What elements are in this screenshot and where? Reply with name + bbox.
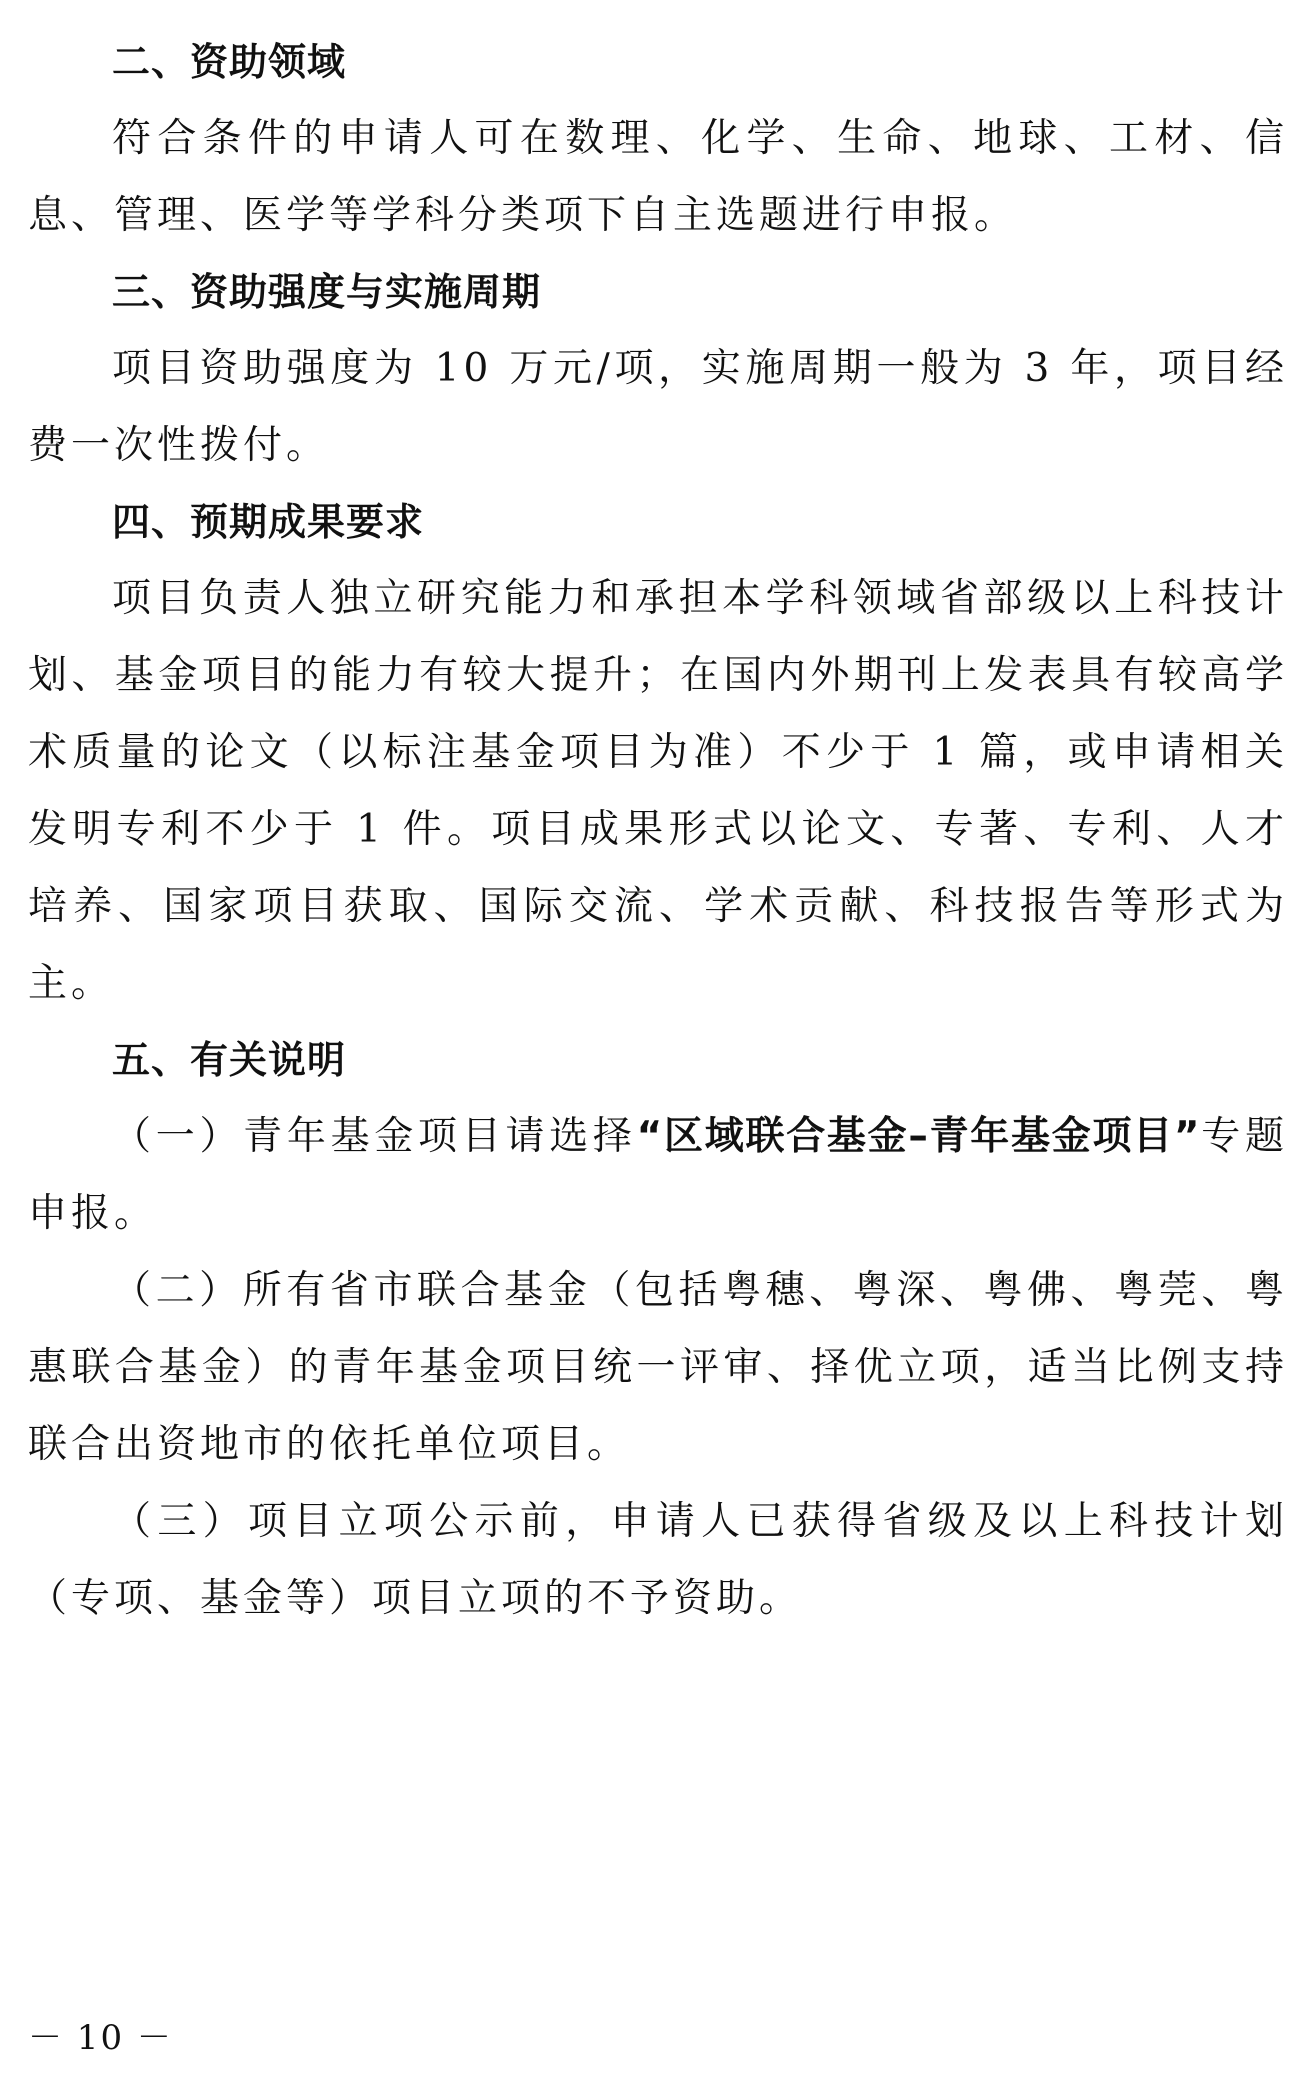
note-item-1-emphasis: “区域联合基金–青年基金项目”: [636, 1114, 1201, 1159]
note-item-1: [28, 1098, 1288, 1252]
note-item-2: （二）所有省市联合基金（包括粤穗、粤深、粤佛、粤莞、粤惠联合基金）的青年基金项目统一评审、择优立项，适当比例支持联合出资地市的依托单位项目。: [28, 1268, 1288, 1467]
note-item-3: （三）项目立项公示前，申请人已获得省级及以上科技计划（专项、基金等）项目立项的不予资助。: [28, 1499, 1288, 1621]
note-item-1-tail: 专题申报。: [28, 1114, 1288, 1236]
page-number: － 10 －: [28, 2018, 173, 2058]
document-page: [28, 24, 1288, 1637]
paragraph-funding-intensity: 项目资助强度为 10 万元/项，实施周期一般为 3 年，项目经费一次性拨付。: [28, 346, 1288, 468]
section-heading-expected-results: 四、预期成果要求: [112, 500, 425, 544]
note-item-1-text: （一）青年基金项目请选择: [112, 1114, 637, 1159]
paragraph-funding-areas: 符合条件的申请人可在数理、化学、生命、地球、工材、信息、管理、医学等学科分类项下自主选题进行申报。: [28, 116, 1288, 238]
paragraph-expected-results: 项目负责人独立研究能力和承担本学科领域省部级以上科技计划、基金项目的能力有较大提升；在国内外期刊上发表具有较高学术质量的论文（以标注基金项目为准）不少于 1 篇，或申请相关发明专利不少于 1 件。项目成果形式以论文、专著、专利、人才培养、国家项目获取、国际交流、学术贡献、科技报告等形式为主。: [28, 576, 1288, 1006]
section-heading-funding-areas: 二、资助领域: [112, 40, 347, 84]
section-heading-funding-intensity: 三、资助强度与实施周期: [112, 270, 542, 314]
section-heading-notes: 五、有关说明: [112, 1038, 347, 1082]
